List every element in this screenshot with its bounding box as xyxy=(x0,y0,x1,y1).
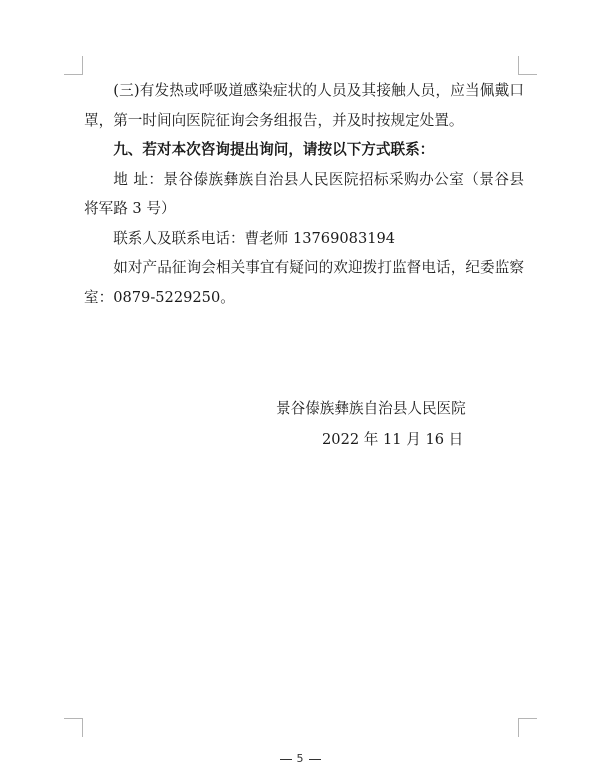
signature-date-text: 2022 年 11 月 16 日 xyxy=(322,431,464,448)
crop-mark-bottom-left xyxy=(64,718,83,737)
paragraph-symptoms: (三)有发热或呼吸道感染症状的人员及其接触人员，应当佩戴口罩，第一时间向医院征询会务组报告，并及时按规定处置。 xyxy=(84,82,524,129)
crop-mark-bottom-right xyxy=(518,718,537,737)
document-body xyxy=(84,76,524,312)
crop-mark-top-right xyxy=(518,56,537,75)
footer-dash-right xyxy=(309,759,321,760)
crop-mark-top-left xyxy=(64,56,83,75)
page-footer xyxy=(0,752,600,765)
section-heading-contact: 九、若对本次咨询提出询问，请按以下方式联系： xyxy=(113,141,435,158)
page-number: 5 xyxy=(296,752,304,765)
paragraph-supervision: 如对产品征询会相关事宜有疑问的欢迎拨打监督电话，纪委监察室：0879-5229250。 xyxy=(84,259,524,306)
paragraph-address: 地 址：景谷傣族彝族自治县人民医院招标采购办公室（景谷县将军路 3 号） xyxy=(84,170,524,217)
signature-organization-text: 景谷傣族彝族自治县人民医院 xyxy=(276,400,466,417)
footer-dash-left xyxy=(280,759,292,760)
paragraph-contact-phone: 联系人及联系电话：曹老师 13769083194 xyxy=(113,229,396,247)
